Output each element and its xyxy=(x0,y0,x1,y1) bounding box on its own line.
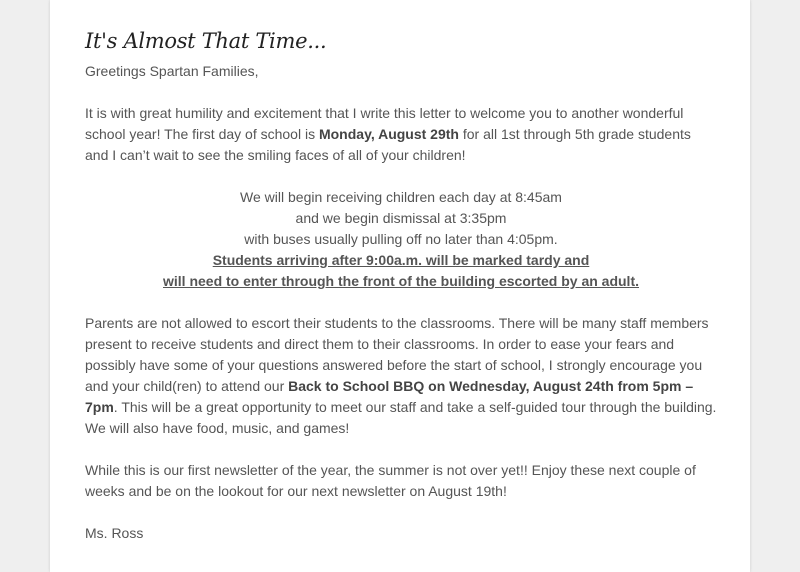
tardy-notice-2: will need to enter through the front of the building escorted by an adult. xyxy=(163,273,639,289)
newsletter-card xyxy=(50,0,750,572)
bbq-text: Parents are not allowed to escort their students to the classrooms. There will be many staff members present to receive students and direct them to their classrooms. In order to ease your fears and possibly have some of your questions answered before the start of school, I strongly encourage you and your child(ren) to attend our xyxy=(85,315,709,394)
bus-time: with buses usually pulling off no later than 4:05pm. xyxy=(244,231,558,247)
signature: Ms. Ross xyxy=(85,525,144,541)
arrival-time: We will begin receiving children each day at 8:45am xyxy=(240,189,562,205)
schedule-block xyxy=(85,187,717,292)
bbq-event: Back to School BBQ on Wednesday, August 24th from 5pm – 7pm xyxy=(85,378,694,415)
closing-paragraph: While this is our first newsletter of the year, the summer is not over yet!! Enjoy these next couple of weeks and be on the lookout for our next newsletter on August 19th! xyxy=(85,462,696,499)
greeting: Greetings Spartan Families, xyxy=(85,63,259,79)
first-day-date: Monday, August 29th xyxy=(318,126,459,142)
bbq-paragraph xyxy=(85,313,717,439)
bbq-text-end: . This will be a great opportunity to meet our staff and take a self-guided tour through the building. We will also have food, music, and games! xyxy=(85,399,717,436)
dismissal-time: and we begin dismissal at 3:35pm xyxy=(295,210,507,226)
intro-text: It is with great humility and excitement that I write this letter to welcome you to another wonderful school year! The first day of school is xyxy=(85,105,684,142)
newsletter-title: It's Almost That Time... xyxy=(85,29,327,53)
newsletter-content xyxy=(85,26,717,565)
intro-text-end: for all 1st through 5th grade students and I can’t wait to see the smiling faces of all of your children! xyxy=(85,126,691,163)
intro-paragraph xyxy=(85,103,717,166)
tardy-notice: Students arriving after 9:00a.m. will be marked tardy and xyxy=(212,252,590,268)
